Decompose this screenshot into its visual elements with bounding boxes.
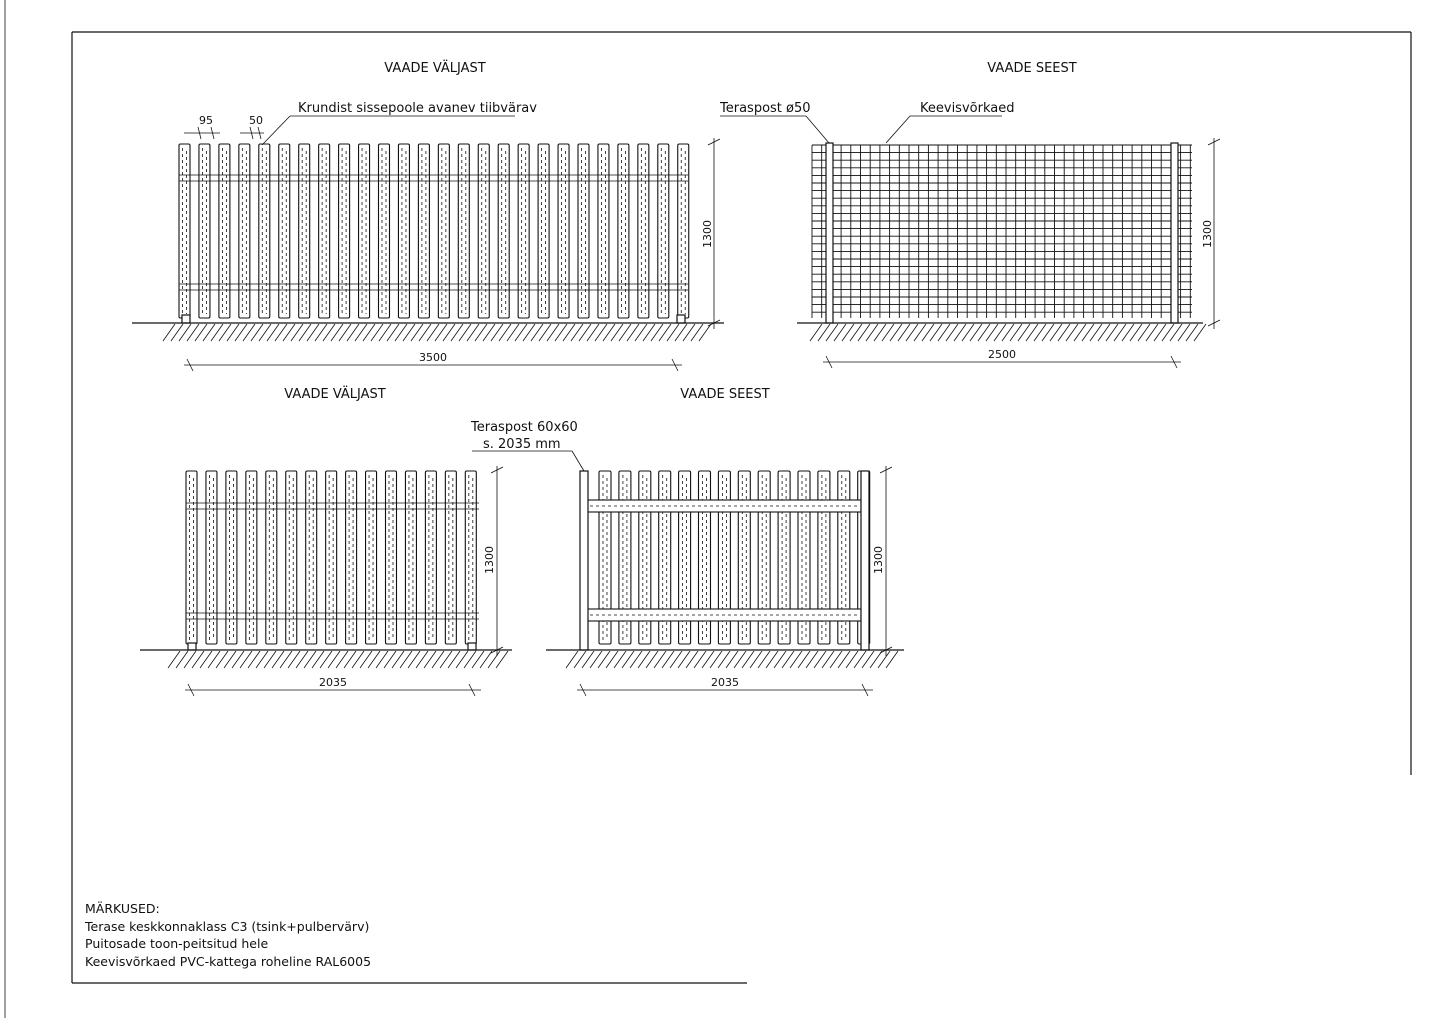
picket-board: [418, 144, 429, 318]
note-item: Keevisvõrkaed PVC-kattega roheline RAL6005: [85, 954, 372, 969]
picket-board: [279, 144, 290, 318]
picket-board: [386, 471, 397, 644]
view-title-inside-bottom: VAADE SEEST: [680, 387, 770, 402]
view-title-outside-top: VAADE VÄLJAST: [384, 61, 486, 76]
picket-board: [438, 144, 449, 318]
height-value: 1300: [483, 546, 496, 574]
width-value: 2035: [319, 676, 347, 689]
picket-board: [405, 471, 416, 644]
square-post-label-2: s. 2035 mm: [483, 437, 561, 452]
picket-gate-outside-bottom: [140, 466, 512, 696]
round-post-left: [826, 143, 833, 323]
height-value: 1300: [1201, 220, 1214, 248]
width-dimension: [184, 351, 682, 371]
picket-board: [286, 471, 297, 644]
picket-board: [379, 144, 390, 318]
width-dimension: [577, 676, 873, 696]
width-value: 2500: [988, 348, 1016, 361]
picket-board: [326, 471, 337, 644]
picket-board: [306, 471, 317, 644]
picket-board: [558, 144, 569, 318]
picket-board: [219, 144, 230, 318]
mesh-fence-inside-top: [719, 101, 1220, 368]
ground-line: [140, 650, 512, 668]
gap-value: 50: [249, 114, 263, 127]
picket-board: [206, 471, 217, 644]
picket-board: [458, 144, 469, 318]
picket-board: [638, 144, 649, 318]
width-value: 2035: [711, 676, 739, 689]
picket-board: [199, 144, 210, 318]
picket-board: [398, 144, 409, 318]
square-post-label-1: Teraspost 60x60: [471, 420, 578, 435]
view-title-outside-bottom: VAADE VÄLJAST: [284, 387, 386, 402]
note-item: Terase keskkonnaklass C3 (tsink+pulbervärv): [85, 919, 370, 934]
picket-board: [518, 144, 529, 318]
picket-board: [226, 471, 237, 644]
width-dimension: [823, 348, 1181, 368]
notes-block: [84, 901, 371, 969]
picket-boards: [179, 144, 689, 318]
picket-board: [319, 144, 330, 318]
picket-board: [366, 471, 377, 644]
picket-board: [465, 471, 476, 644]
height-value: 1300: [872, 546, 885, 574]
welded-mesh: [812, 145, 1192, 318]
picket-board: [339, 144, 350, 318]
picket-board: [498, 144, 509, 318]
board-dimensions: [184, 114, 264, 139]
picket-board: [239, 144, 250, 318]
picket-board: [186, 471, 197, 644]
round-post-label: Teraspost ø50: [720, 101, 811, 116]
picket-board: [618, 144, 629, 318]
square-post-right: [861, 471, 869, 650]
picket-board: [578, 144, 589, 318]
board-width-value: 95: [199, 114, 213, 127]
picket-boards: [186, 471, 476, 644]
picket-board: [359, 144, 370, 318]
gate-label: Krundist sissepoole avanev tiibvärav: [298, 101, 537, 116]
height-dimension: [872, 466, 892, 656]
height-value: 1300: [701, 220, 714, 248]
height-dimension: [1201, 138, 1220, 329]
picket-board: [598, 144, 609, 318]
picket-board: [259, 144, 270, 318]
view-title-inside-top: VAADE SEEST: [987, 61, 1077, 76]
round-post-callout: [719, 101, 829, 143]
mesh-label: Keevisvõrkaed: [920, 101, 1015, 116]
picket-board: [266, 471, 277, 644]
width-dimension: [185, 676, 481, 696]
picket-board: [299, 144, 310, 318]
picket-board: [246, 471, 257, 644]
square-post-left: [580, 471, 588, 650]
picket-gate-inside-bottom: [470, 420, 904, 696]
picket-fence-outside-top: [132, 101, 724, 371]
mesh-callout: [886, 101, 1014, 143]
picket-board: [346, 471, 357, 644]
ground-line: [546, 650, 904, 668]
square-post-callout: [470, 420, 584, 471]
picket-board: [425, 471, 436, 644]
ground-line: [132, 323, 724, 341]
ground-line: [797, 323, 1206, 341]
fence-rails: [179, 175, 688, 290]
picket-board: [179, 144, 190, 318]
width-value: 3500: [419, 351, 447, 364]
picket-board: [445, 471, 456, 644]
height-dimension: [701, 138, 720, 329]
picket-board: [678, 144, 689, 318]
note-item: Puitosade toon-peitsitud hele: [85, 936, 269, 951]
round-post-right: [1171, 143, 1178, 323]
picket-board: [538, 144, 549, 318]
picket-board: [478, 144, 489, 318]
post-feet: [182, 315, 685, 323]
gate-callout: [262, 101, 537, 145]
picket-board: [658, 144, 669, 318]
height-dimension: [483, 466, 503, 656]
notes-heading: MÄRKUSED:: [85, 901, 160, 916]
